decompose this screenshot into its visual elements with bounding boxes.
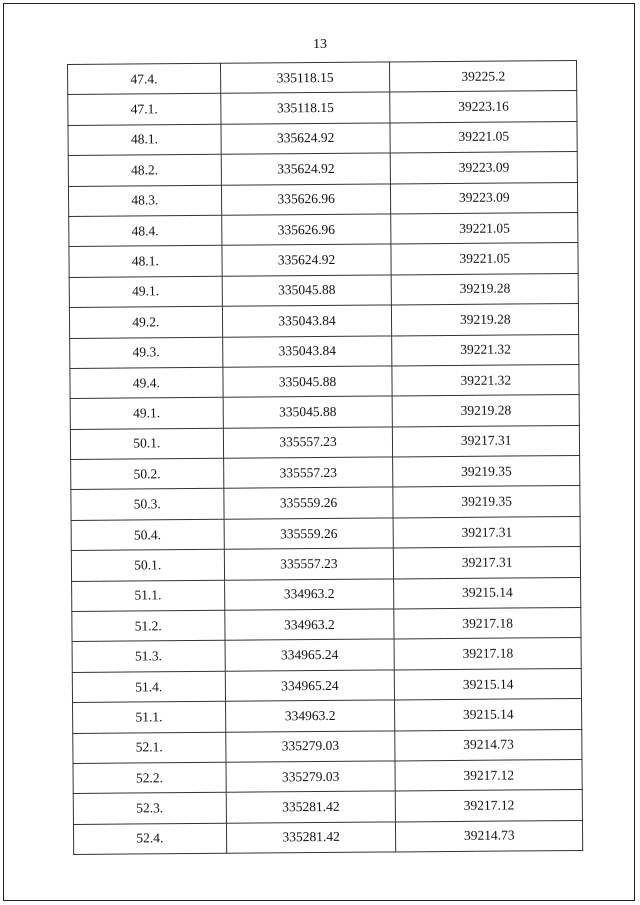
point-number-cell: 49.3. <box>70 337 223 369</box>
x-coordinate-cell: 335557.23 <box>224 548 394 580</box>
table-row <box>70 395 579 429</box>
point-number-cell: 49.1. <box>70 398 223 430</box>
x-coordinate-cell: 335557.23 <box>223 457 393 489</box>
x-coordinate-cell: 335281.42 <box>226 822 396 854</box>
y-coordinate-cell: 39221.32 <box>392 334 579 366</box>
point-number-cell: 52.4. <box>73 823 226 855</box>
y-coordinate-cell: 39221.05 <box>390 121 577 153</box>
page-number: 13 <box>313 37 327 52</box>
point-number-cell: 52.2. <box>73 762 226 794</box>
point-number-cell: 48.1. <box>69 246 222 278</box>
table-row <box>73 729 582 763</box>
y-coordinate-cell: 39215.14 <box>394 577 581 609</box>
point-number-cell: 51.1. <box>72 580 225 612</box>
y-coordinate-cell: 39217.31 <box>394 516 581 548</box>
table-row <box>72 577 581 611</box>
x-coordinate-cell: 335626.96 <box>221 184 391 216</box>
table-row <box>68 121 577 155</box>
y-coordinate-cell: 39217.12 <box>396 790 583 822</box>
coordinates-table <box>67 60 583 855</box>
y-coordinate-cell: 39217.12 <box>395 759 582 791</box>
x-coordinate-cell: 335624.92 <box>221 123 391 155</box>
table-row <box>70 364 579 398</box>
table-row <box>71 456 580 490</box>
table-row <box>68 60 577 94</box>
point-number-cell: 47.4. <box>68 63 221 95</box>
x-coordinate-cell: 335045.88 <box>223 396 393 428</box>
point-number-cell: 52.1. <box>73 732 226 764</box>
y-coordinate-cell: 39223.09 <box>391 182 578 214</box>
y-coordinate-cell: 39219.28 <box>392 273 579 305</box>
y-coordinate-cell: 39214.73 <box>396 820 583 852</box>
x-coordinate-cell: 335118.15 <box>220 92 390 124</box>
table-row <box>72 668 581 702</box>
table-row <box>73 699 582 733</box>
point-number-cell: 52.3. <box>73 793 226 825</box>
y-coordinate-cell: 39225.2 <box>390 60 577 92</box>
y-coordinate-cell: 39219.28 <box>393 395 580 427</box>
point-number-cell: 48.2. <box>68 154 221 186</box>
y-coordinate-cell: 39221.05 <box>391 243 578 275</box>
point-number-cell: 49.2. <box>69 306 222 338</box>
x-coordinate-cell: 335043.84 <box>222 335 392 367</box>
table-row <box>71 516 580 550</box>
point-number-cell: 50.1. <box>71 550 224 582</box>
table-row <box>69 212 578 246</box>
x-coordinate-cell: 335557.23 <box>223 427 393 459</box>
x-coordinate-cell: 335559.26 <box>223 487 393 519</box>
x-coordinate-cell: 335279.03 <box>225 731 395 763</box>
point-number-cell: 50.3. <box>71 489 224 521</box>
x-coordinate-cell: 334965.24 <box>225 670 395 702</box>
y-coordinate-cell: 39215.14 <box>395 699 582 731</box>
point-number-cell: 49.4. <box>70 367 223 399</box>
x-coordinate-cell: 335626.96 <box>221 214 391 246</box>
point-number-cell: 49.1. <box>69 276 222 308</box>
point-number-cell: 48.1. <box>68 124 221 156</box>
table-body <box>68 60 583 854</box>
y-coordinate-cell: 39215.14 <box>395 668 582 700</box>
y-coordinate-cell: 39219.28 <box>392 304 579 336</box>
table-row <box>72 638 581 672</box>
table-row <box>69 273 578 307</box>
y-coordinate-cell: 39221.05 <box>391 212 578 244</box>
y-coordinate-cell: 39223.16 <box>390 91 577 123</box>
x-coordinate-cell: 335624.92 <box>222 244 392 276</box>
table-row <box>71 486 580 520</box>
x-coordinate-cell: 335559.26 <box>224 518 394 550</box>
table-row <box>70 334 579 368</box>
y-coordinate-cell: 39214.73 <box>395 729 582 761</box>
table-row <box>68 182 577 216</box>
point-number-cell: 50.2. <box>71 458 224 490</box>
x-coordinate-cell: 335045.88 <box>223 366 393 398</box>
x-coordinate-cell: 334963.2 <box>225 700 395 732</box>
y-coordinate-cell: 39217.31 <box>394 547 581 579</box>
y-coordinate-cell: 39221.32 <box>392 364 579 396</box>
table-row <box>71 547 580 581</box>
point-number-cell: 48.4. <box>69 215 222 247</box>
x-coordinate-cell: 335118.15 <box>220 62 390 94</box>
x-coordinate-cell: 335624.92 <box>221 153 391 185</box>
y-coordinate-cell: 39217.18 <box>394 638 581 670</box>
point-number-cell: 51.4. <box>72 671 225 703</box>
point-number-cell: 50.4. <box>71 519 224 551</box>
point-number-cell: 50.1. <box>70 428 223 460</box>
y-coordinate-cell: 39219.35 <box>393 456 580 488</box>
point-number-cell: 47.1. <box>68 94 221 126</box>
table-row <box>69 243 578 277</box>
table-row <box>69 304 578 338</box>
point-number-cell: 48.3. <box>68 185 221 217</box>
x-coordinate-cell: 335279.03 <box>226 761 396 793</box>
y-coordinate-cell: 39217.18 <box>394 608 581 640</box>
table-row <box>68 91 577 125</box>
x-coordinate-cell: 335045.88 <box>222 275 392 307</box>
table-row <box>73 820 582 854</box>
y-coordinate-cell: 39217.31 <box>393 425 580 457</box>
y-coordinate-cell: 39223.09 <box>391 152 578 184</box>
x-coordinate-cell: 334963.2 <box>224 609 394 641</box>
point-number-cell: 51.3. <box>72 641 225 673</box>
x-coordinate-cell: 334963.2 <box>224 579 394 611</box>
x-coordinate-cell: 335043.84 <box>222 305 392 337</box>
table-row <box>70 425 579 459</box>
table-row <box>72 608 581 642</box>
table-row <box>73 790 582 824</box>
x-coordinate-cell: 335281.42 <box>226 791 396 823</box>
x-coordinate-cell: 334965.24 <box>225 639 395 671</box>
point-number-cell: 51.1. <box>73 701 226 733</box>
table-row <box>73 759 582 793</box>
table-row <box>68 152 577 186</box>
point-number-cell: 51.2. <box>72 610 225 642</box>
y-coordinate-cell: 39219.35 <box>393 486 580 518</box>
